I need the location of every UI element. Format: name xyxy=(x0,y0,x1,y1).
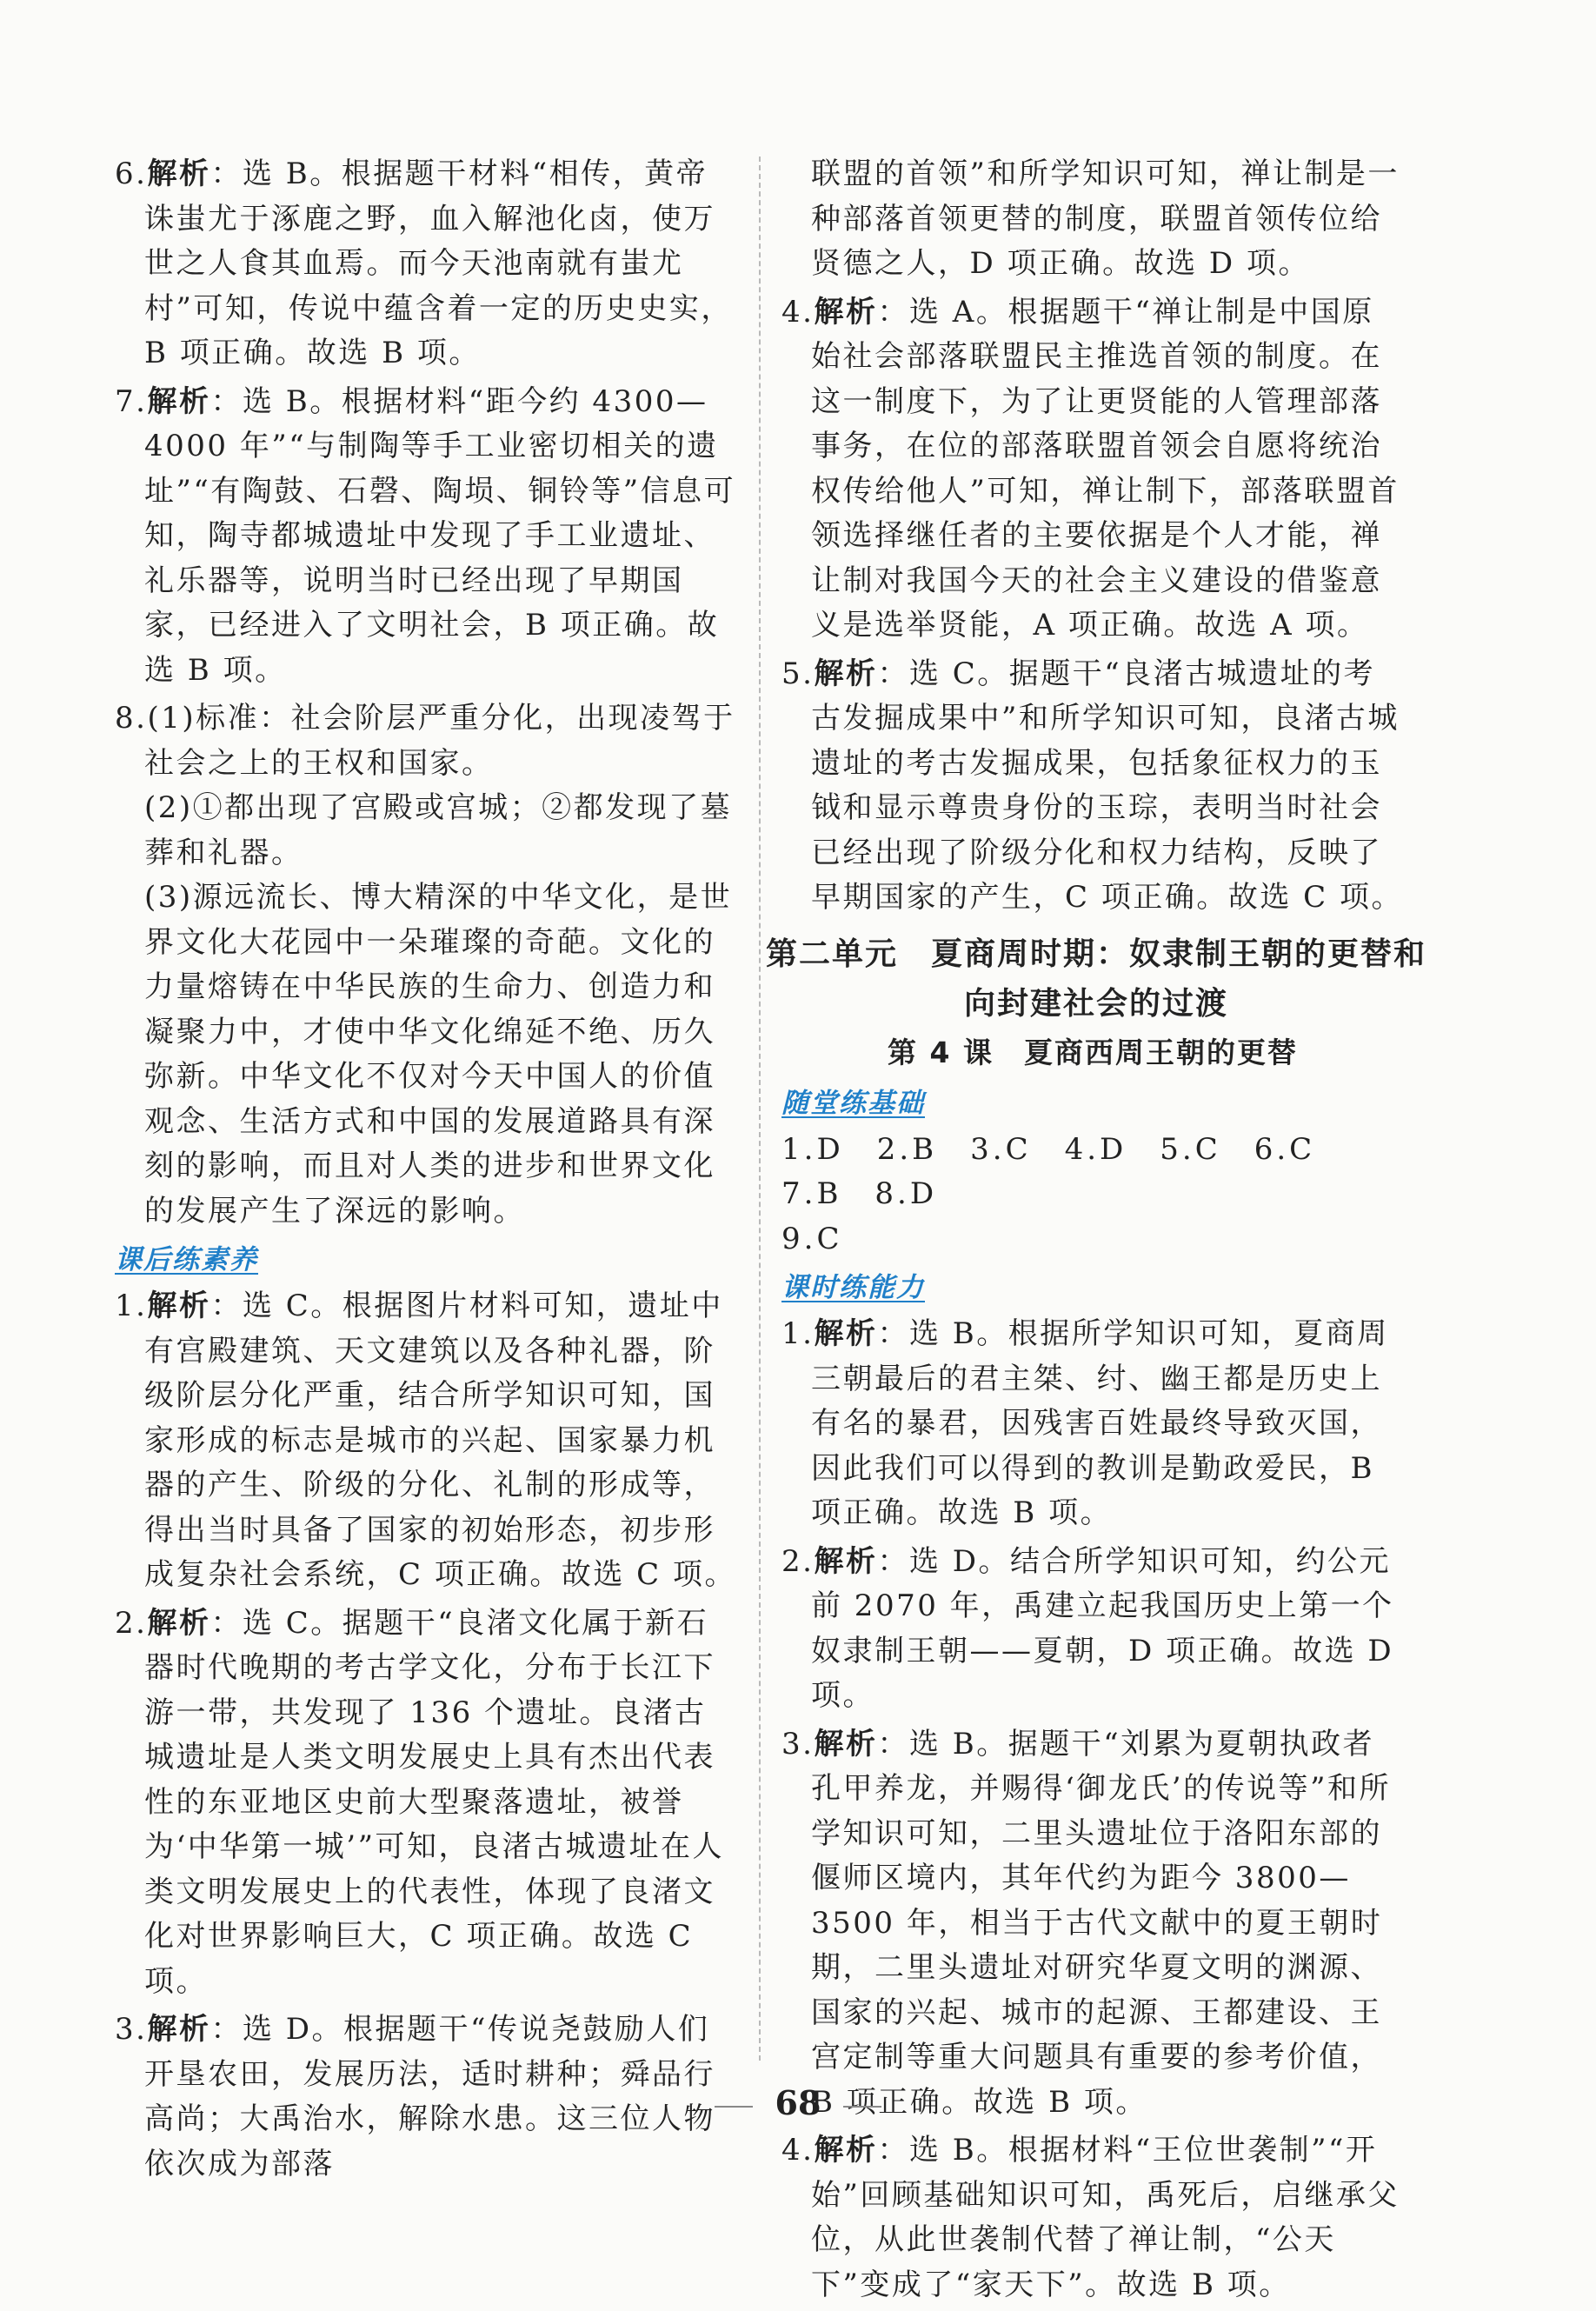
analysis-label: 解析 xyxy=(814,1543,878,1579)
unit-title-line-2: 向封建社会的过渡 xyxy=(963,985,1228,1022)
analysis-label: 解析 xyxy=(814,294,878,330)
answer-item-r4 xyxy=(781,2128,1404,2308)
answer-key-line-2: 9.C xyxy=(781,1221,843,1256)
answer-item-3-continued: 联盟的首领”和所学知识可知，禅让制是一种部落首领更替的制度，联盟首领传位给贤德之人，D 项正确。故选 D 项。 xyxy=(811,157,1400,281)
analysis-label: 解析 xyxy=(814,1316,878,1351)
answer-text: (1)标准：社会阶层严重分化，出现凌驾于社会之上的王权和国家。 xyxy=(144,701,735,781)
answer-item-1 xyxy=(115,1284,737,1598)
analysis-text: ：选 A。根据题干“禅让制是中国原始社会部落联盟民主推选首领的制度。在这一制度下，为了让更贤能的人管理部落事务，在位的部落联盟首领会自愿将统治权传给他人”可知，禅让制下，部落联盟首领选择继任者的主要依据是个人才能，禅让制对我国今天的社会主义建设的借鉴意义是选举贤能，A 项正确。故选 A 项。 xyxy=(811,294,1400,643)
section-heading-ability: 课时练能力 xyxy=(781,1272,925,1303)
item-number: 3. xyxy=(781,1726,815,1762)
analysis-text: ：选 C。据题干“良渚古城遗址的考古发掘成果中”和所学知识可知，良渚古城遗址的考古发掘成果，包括象征权力的玉钺和显示尊贵身份的玉琮，表明当时社会已经出现了阶级分化和权力结构，反映了早期国家的产生，C 项正确。故选 C 项。 xyxy=(811,656,1403,915)
answer-8-part-1 xyxy=(115,696,737,786)
analysis-label: 解析 xyxy=(814,1726,878,1762)
section-heading-in-class: 随堂练基础 xyxy=(781,1087,925,1119)
analysis-text: ：选 D。根据题干“传说尧鼓励人们开垦农田，发展历法，适时耕种；舜品行高尚；大禹治水，解除水患。这三位人物依次成为部落 xyxy=(144,2012,715,2181)
item-number: 2. xyxy=(781,1543,815,1579)
analysis-label: 解析 xyxy=(814,2133,878,2168)
footer-dash-right xyxy=(843,2106,881,2108)
analysis-label: 解析 xyxy=(147,383,211,419)
analysis-text: ：选 B。根据材料“王位世袭制”“开始”回顾基础知识可知，禹死后，启继承父位，从此世袭制代替了禅让制，“公天下”变成了“家天下”。故选 B 项。 xyxy=(811,2133,1400,2302)
section-heading-after-class: 课后练素养 xyxy=(115,1244,258,1275)
analysis-text: ：选 B。根据材料“距今约 4300—4000 年”“与制陶等手工业密切相关的遗址”“有陶鼓、石磬、陶埙、铜铃等”信息可知，陶寺都城遗址中发现了手工业遗址、礼乐器等，说明当时已经出现了早期国家，已经进入了文明社会，B 项正确。故选 B 项。 xyxy=(144,383,736,688)
column-divider xyxy=(759,157,761,2061)
page-number: 68 xyxy=(775,2083,821,2122)
item-number: 3. xyxy=(115,2012,148,2047)
footer-dash-left xyxy=(715,2106,753,2108)
item-number: 4. xyxy=(781,2133,815,2168)
item-number: 8. xyxy=(115,701,148,736)
answer-item-7 xyxy=(115,380,737,694)
analysis-text: ：选 B。据题干“刘累为夏朝执政者孔甲养龙，并赐得‘御龙氏’的传说等”和所学知识可知，二里头遗址位于洛阳东部的偃师区境内，其年代约为距今 3800—3500 年，相当于古代文献中的夏王朝时期，二里头遗址对研究华夏文明的渊源、国家的兴起、城市的起源、王都建设、王宫定制等重大问题具有重要的参考价值，B 项正确。故选 B 项。 xyxy=(811,1726,1391,2120)
item-number: 1. xyxy=(781,1316,815,1351)
item-number: 1. xyxy=(115,1289,148,1323)
analysis-text: ：选 C。根据图片材料可知，遗址中有宫殿建筑、天文建筑以及各种礼器，阶级阶层分化严重，结合所学知识可知，国家形成的标志是城市的兴起、国家暴力机器的产生、阶级的分化、礼制的形成等，得出当时具备了国家的初始形态，初步形成复杂社会系统，C 项正确。故选 C 项。 xyxy=(144,1289,736,1592)
answer-item-8 xyxy=(115,696,737,1234)
answer-item-5 xyxy=(781,652,1404,921)
analysis-label: 解析 xyxy=(814,656,878,691)
analysis-text: ：选 B。根据题干材料“相传，黄帝诛蚩尤于涿鹿之野，血入解池化卤，使万世之人食其血焉。而今天池南就有蚩尤村”可知，传说中蕴含着一定的历史史实，B 项正确。故选 B 项。 xyxy=(144,157,733,370)
lesson-title: 第 4 课 夏商西周王朝的更替 xyxy=(888,1035,1298,1069)
analysis-text: ：选 D。结合所学知识可知，约公元前 2070 年，禹建立起我国历史上第一个奴隶制王朝——夏朝，D 项正确。故选 D 项。 xyxy=(811,1543,1394,1713)
right-column xyxy=(766,152,1427,2311)
item-number: 6. xyxy=(115,157,148,191)
analysis-text: ：选 C。据题干“良渚文化属于新石器时代晚期的考古学文化，分布于长江下游一带，共发现了 136 个遗址。良渚古城遗址是人类文明发展史上具有杰出代表性的东亚地区史前大型聚落遗址，被誉为‘中华第一城’”可知，良渚古城遗址在人类文明发展史上的代表性，体现了良渚文化对世界影响巨大，C 项正确。故选 C 项。 xyxy=(144,1605,724,1999)
item-number: 4. xyxy=(781,294,815,330)
answer-item-6 xyxy=(115,152,737,376)
item-number: 2. xyxy=(115,1605,148,1641)
unit-title-line-1: 第二单元 夏商周时期：奴隶制王朝的更替和 xyxy=(766,936,1427,972)
page-number-footer xyxy=(0,2083,1596,2122)
answer-key-line-1: 1.D 2.B 3.C 4.D 5.C 6.C 7.B 8.D xyxy=(781,1131,1349,1211)
left-column xyxy=(115,152,737,2190)
analysis-text: ：选 B。根据所学知识可知，夏商周三朝最后的君主桀、纣、幽王都是历史上有名的暴君，因残害百姓最终导致灭国，因此我们可以得到的教训是勤政爱民，B 项正确。故选 B 项。 xyxy=(811,1316,1389,1530)
analysis-label: 解析 xyxy=(147,1289,211,1323)
answer-item-r2 xyxy=(781,1540,1404,1719)
answer-8-part-3: (3)源远流长、博大精深的中华文化，是世界文化大花园中一朵璀璨的奇葩。文化的力量熔铸在中华民族的生命力、创造力和凝聚力中，才使中华文化绵延不绝、历久弥新。中华文化不仅对今天中国人的价值观念、生活方式和中国的发展道路具有深刻的影响，而且对人类的进步和世界文化的发展产生了深远的影响。 xyxy=(144,880,733,1229)
answer-item-4 xyxy=(781,290,1404,649)
item-number: 5. xyxy=(781,656,815,691)
answer-item-r3 xyxy=(781,1722,1404,2126)
answer-item-r1 xyxy=(781,1312,1404,1536)
analysis-label: 解析 xyxy=(147,1605,211,1641)
answer-8-part-2: (2)①都出现了宫殿或宫城；②都发现了墓葬和礼器。 xyxy=(144,790,733,870)
analysis-label: 解析 xyxy=(147,2012,211,2047)
unit-title xyxy=(766,929,1426,1029)
item-number: 7. xyxy=(115,383,148,419)
analysis-label: 解析 xyxy=(147,157,211,191)
answer-item-2 xyxy=(115,1602,737,2005)
